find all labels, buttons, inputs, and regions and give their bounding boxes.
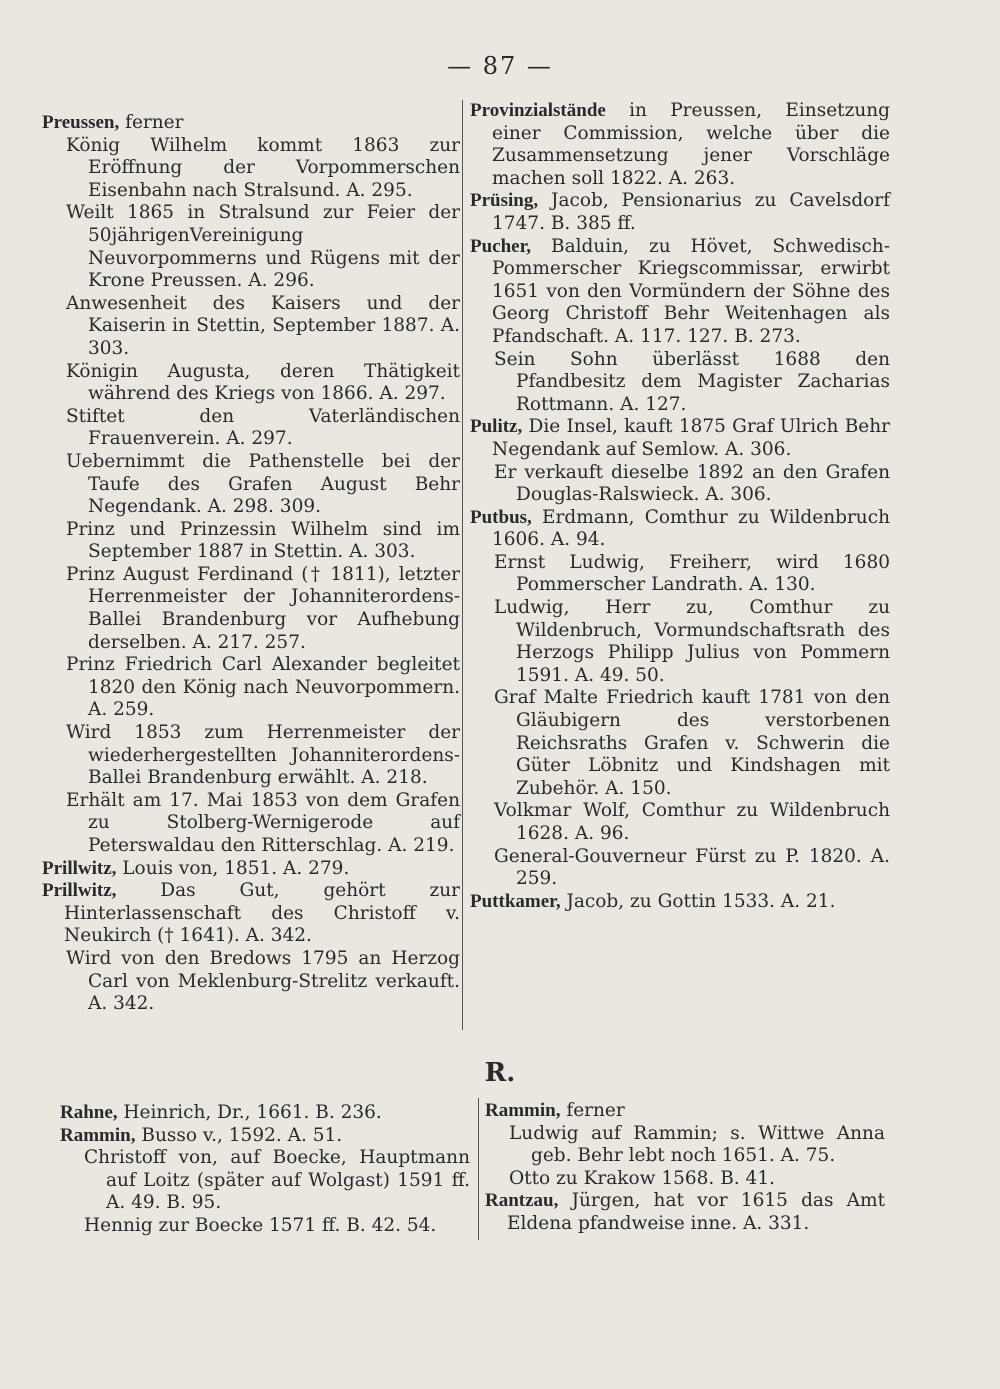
index-subentry: Prinz Friedrich Carl Alexander begleitet 1820 den König nach Neuvorpommern. A. 259. bbox=[66, 654, 460, 721]
entry-text: Jacob, zu Gottin 1533. A. 21. bbox=[560, 890, 836, 912]
left-column-top bbox=[42, 112, 460, 1016]
entry-text: Louis von, 1851. A. 279. bbox=[116, 857, 350, 879]
entry-text: Heinrich, Dr., 1661. B. 236. bbox=[117, 1102, 382, 1123]
entry-headword: Provinzialstände bbox=[470, 100, 606, 121]
entry-text: Balduin, zu Hövet, Schwedisch-Pommerscher Kriegscommissar, erwirbt 1651 von den Vormündern der Söhne des Georg Christoff Behr Weitenhagen als Pfandschaft. A. 117. 127. B. 273. bbox=[492, 235, 890, 347]
entry-text: Erdmann, Comthur zu Wildenbruch 1606. A. 94. bbox=[492, 506, 890, 551]
entry-text: Das Gut, gehört zur Hinterlassenschaft des Christoff v. Neukirch († 1641). A. 342. bbox=[64, 880, 460, 947]
index-subentry: Er verkauft dieselbe 1892 an den Grafen Douglas-Ralswieck. A. 306. bbox=[494, 461, 890, 506]
index-entry bbox=[470, 416, 890, 461]
index-subentry: Erhält am 17. Mai 1853 von dem Grafen zu Stolberg-Wernigerode auf Peterswaldau den Ritterschlag. A. 219. bbox=[66, 789, 460, 856]
entry-headword: Prillwitz, bbox=[42, 857, 117, 879]
index-subentry: Prinz und Prinzessin Wilhelm sind im September 1887 in Stettin. A. 303. bbox=[66, 518, 460, 563]
index-entry bbox=[60, 1125, 470, 1148]
index-entry bbox=[42, 112, 460, 135]
index-entry bbox=[485, 1100, 885, 1123]
page-number: — 87 — bbox=[447, 52, 553, 80]
entry-headword: Putbus, bbox=[470, 506, 532, 528]
index-subentry: Hennig zur Boecke 1571 ff. B. 42. 54. bbox=[84, 1214, 437, 1236]
index-subentry: Wird 1853 zum Herrenmeister der wiederhergestellten Johanniterordens-Ballei Brandenburg erwählt. A. 218. bbox=[66, 722, 460, 789]
left-column-bottom bbox=[60, 1102, 470, 1238]
entry-headword: Prüsing, bbox=[470, 190, 539, 212]
index-subentry: Sein Sohn überlässt 1688 den Pfandbesitz dem Magister Zacharias Rottmann. A. 127. bbox=[494, 348, 890, 415]
index-entry bbox=[485, 1190, 885, 1235]
index-subentry: Graf Malte Friedrich kauft 1781 von den Gläubigern des verstorbenen Reichsraths Grafen v. Schwerin die Güter Löbnitz und Kindshagen mit Zubehör. A. 150. bbox=[494, 687, 890, 799]
index-subentry: Stiftet den Vaterländischen Frauenverein. A. 297. bbox=[66, 405, 460, 450]
index-subentry: General-Gouverneur Fürst zu P. 1820. A. 259. bbox=[494, 845, 890, 890]
index-entry bbox=[470, 236, 890, 349]
index-subentry: Ludwig, Herr zu, Comthur zu Wildenbruch, Vormundschaftsrath des Herzogs Philipp Julius von Pommern 1591. A. 49. 50. bbox=[494, 597, 890, 686]
index-entry bbox=[42, 858, 460, 881]
entry-headword: Pucher, bbox=[470, 235, 532, 257]
entry-text: Busso v., 1592. A. 51. bbox=[135, 1124, 343, 1146]
entry-text: Die Insel, kauft 1875 Graf Ulrich Behr Negendank auf Semlow. A. 306. bbox=[492, 416, 890, 460]
index-subentry: Volkmar Wolf, Comthur zu Wildenbruch 1628. A. 96. bbox=[494, 800, 890, 844]
index-subentry: König Wilhelm kommt 1863 zur Eröffnung der Vorpommerschen Eisenbahn nach Stralsund. A. 295. bbox=[66, 134, 460, 201]
index-subentry: Uebernimmt die Pathenstelle bei der Taufe des Grafen August Behr Negendank. A. 298. 309. bbox=[66, 450, 460, 518]
entry-headword: Rammin, bbox=[60, 1124, 136, 1146]
index-entry bbox=[470, 190, 890, 235]
entry-headword: Pulitz, bbox=[470, 416, 523, 438]
index-subentry: Königin Augusta, deren Thätigkeit während des Kriegs von 1866. A. 297. bbox=[66, 360, 460, 405]
column-divider bbox=[462, 100, 463, 1030]
index-subentry: Weilt 1865 in Stralsund zur Feier der 50jährigenVereinigung Neuvorpommerns und Rügens mit der Krone Preussen. A. 296. bbox=[66, 202, 460, 292]
entry-headword: Rantzau, bbox=[485, 1190, 559, 1212]
right-column-top bbox=[470, 100, 890, 913]
index-entry bbox=[60, 1102, 470, 1125]
right-column-bottom bbox=[485, 1100, 885, 1236]
index-entry bbox=[470, 507, 890, 552]
entry-text: ferner bbox=[119, 112, 184, 133]
entry-headword: Rahne, bbox=[60, 1102, 118, 1123]
index-entry bbox=[470, 100, 890, 190]
index-entry bbox=[470, 891, 890, 914]
section-letter: R. bbox=[484, 1058, 516, 1088]
index-subentry: Anwesenheit des Kaisers und der Kaiserin in Stettin, September 1887. A. 303. bbox=[66, 292, 460, 359]
entry-headword: Rammin, bbox=[485, 1100, 561, 1121]
column-divider-bottom bbox=[478, 1098, 479, 1240]
entry-text: in Preussen, Einsetzung einer Commission, welche über die Zusammensetzung jener Vorschläge machen soll 1822. A. 263. bbox=[492, 100, 890, 189]
index-subentry: Otto zu Krakow 1568. B. 41. bbox=[509, 1167, 775, 1189]
entry-headword: Prillwitz, bbox=[42, 880, 117, 902]
entry-headword: Preussen, bbox=[42, 112, 120, 133]
entry-text: Jürgen, hat vor 1615 das Amt Eldena pfandweise inne. A. 331. bbox=[507, 1190, 885, 1234]
entry-text: Jacob, Pensionarius zu Cavelsdorf 1747. B. 385 ff. bbox=[492, 190, 890, 234]
index-subentry: Ernst Ludwig, Freiherr, wird 1680 Pommerscher Landrath. A. 130. bbox=[494, 551, 890, 596]
index-subentry: Ludwig auf Rammin; s. Wittwe Anna geb. Behr lebt noch 1651. A. 75. bbox=[509, 1122, 885, 1167]
entry-headword: Puttkamer, bbox=[470, 890, 561, 912]
index-subentry: Wird von den Bredows 1795 an Herzog Carl von Meklenburg-Strelitz verkauft. A. 342. bbox=[66, 947, 460, 1015]
index-subentry: Christoff von, auf Boecke, Hauptmann auf Loitz (später auf Wolgast) 1591 ff. A. 49. B. 95. bbox=[84, 1147, 470, 1214]
index-subentry: Prinz August Ferdinand († 1811), letzter Herrenmeister der Johanniterordens-Ballei Brandenburg vor Aufhebung derselben. A. 217. 257. bbox=[66, 563, 460, 653]
entry-text: ferner bbox=[560, 1100, 625, 1121]
index-entry bbox=[42, 880, 460, 948]
